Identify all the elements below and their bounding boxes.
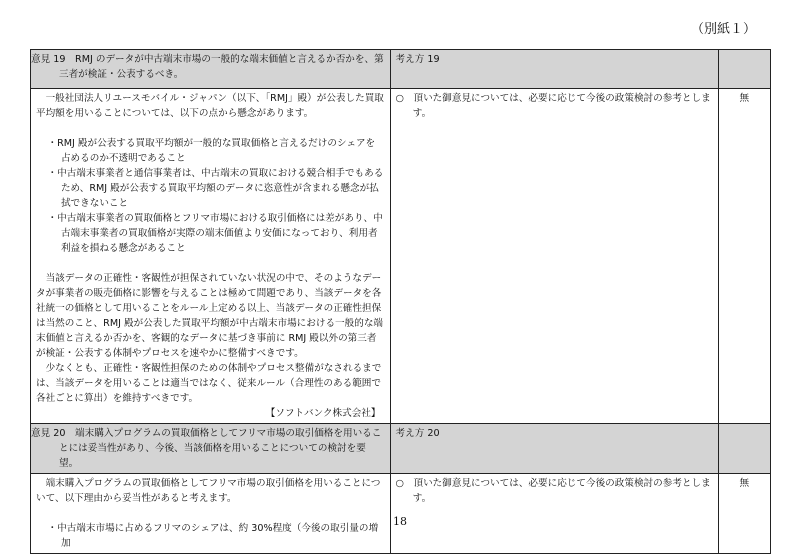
revision-19: 無	[718, 89, 770, 424]
approach-19-response: ○ 頂いた御意見については、必要に応じて今後の政策検討の参考とします。	[395, 93, 711, 119]
opinion-20-intro: 端末購入プログラムの買取価格としてフリマ市場の取引価格を用いることについて、以下理由から妥当性があると考えます。	[36, 478, 381, 504]
approach-20-response: ○ 頂いた御意見については、必要に応じて今後の政策検討の参考とします。	[395, 478, 711, 504]
opinion-19-header-row	[31, 50, 771, 89]
revision-header-cell-2	[718, 424, 770, 474]
opinion-19-intro: 一般社団法人リユースモバイル・ジャパン（以下、「RMJ」殿）が公表した買取平均額を用いることについては、以下の点から懸念があります。	[36, 93, 384, 119]
approach-20-body	[390, 474, 718, 554]
revision-header-cell	[718, 50, 770, 89]
opinion-20-body-row	[31, 474, 771, 554]
annex-label: （別紙１）	[690, 22, 756, 37]
opinion-20-body	[31, 474, 391, 554]
opinion-19-bullet-1: ・RMJ 殿が公表する買取平均額が一般的な買取価格と言えるだけのシェアを占めるのか不透明であること	[47, 138, 376, 164]
opinion-19-submitter: 【ソフトバンク株式会社】	[265, 408, 381, 419]
approach-19-title: 考え方 19	[390, 50, 718, 89]
approach-19-body	[390, 89, 718, 424]
approach-20-title: 考え方 20	[390, 424, 718, 474]
opinion-19-bullet-2: ・中古端末事業者と通信事業者は、中古端末の買取における競合相手でもあるため、RMJ 殿が公表する買取平均額のデータに恣意性が含まれる懸念が払拭できないこと	[47, 168, 384, 209]
revision-20: 無	[718, 474, 770, 554]
opinion-19-body	[31, 89, 391, 424]
opinion-19-bullet-3: ・中古端末事業者の買取価格とフリマ市場における取引価格には差があり、中古端末事業者の買取価格が実際の端末価値より安価になっており、利用者利益を損ねる懸念があること	[47, 213, 383, 254]
opinion-20-bullet-1: ・中古端末市場に占めるフリマのシェアは、約 30%程度（今後の取引量の増加	[47, 523, 379, 549]
opinion-19-title: 意見 19 RMJ のデータが中古端末市場の一般的な端末価値と言えるか否かを、第三者が検証・公表するべき。	[31, 50, 391, 89]
opinion-19-body-row	[31, 89, 771, 424]
opinion-19-paragraph-2: 当該データの正確性・客観性が担保されていない状況の中で、そのようなデータが事業者の販売価格に影響を与えることは極めて問題であり、当該データを各社統一の価格として用いることをルール上定める以上、当該データの正確性担保は当然のこと、RMJ 殿が公表した買取平均額が中古端末市場における一般的な端末価値と言えるか否かを、客観的なデータに基づき事前に RMJ 殿以外の第三者が検証・公表する体制やプロセスを速やかに整備すべきです。	[36, 273, 384, 359]
opinion-20-title: 意見 20 端末購入プログラムの買取価格としてフリマ市場の取引価格を用いることには妥当性があり、今後、当該価格を用いることについての検討を要望。	[31, 424, 391, 474]
page-number: 18	[393, 515, 407, 528]
opinion-19-paragraph-3: 少なくとも、正確性・客観性担保のための体制やプロセス整備がなされるまでは、当該データを用いることは適当ではなく、従来ルール（合理性のある範囲で各社ごとに算出）を維持すべきです。	[36, 363, 382, 404]
opinion-table	[30, 49, 771, 554]
opinion-20-header-row	[31, 424, 771, 474]
